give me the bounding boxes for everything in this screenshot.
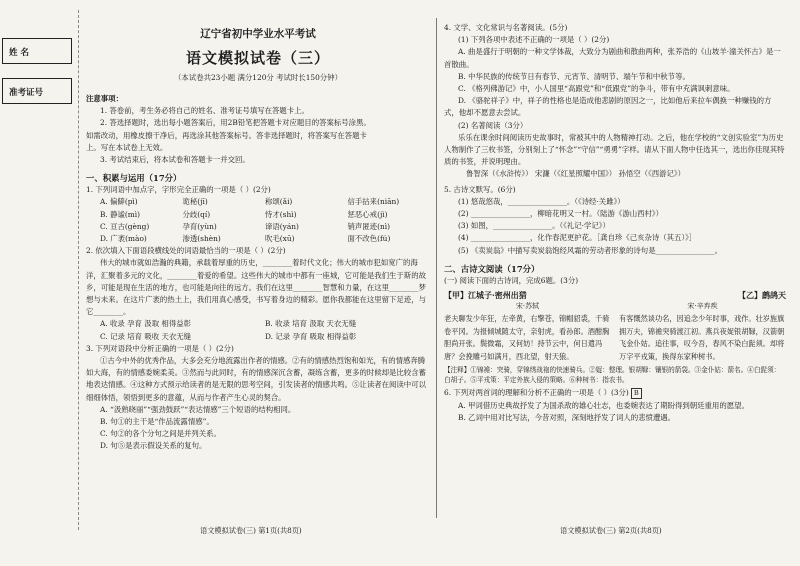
name-box	[2, 38, 72, 64]
option: 孕育(yùn)	[182, 221, 217, 231]
poem-title: 【甲】江城子·密州出猎	[444, 290, 527, 301]
option: D. 记录 孕育 吸取 相得益彰	[265, 331, 357, 341]
option: B. 乙词中用对比写法，今昔对照，深刻地抒发了词人的悲愤遭遇。	[458, 412, 676, 422]
poem-author: 宋·苏轼	[515, 302, 540, 311]
option: 吹毛(xū)	[265, 234, 295, 244]
option: 恃才(shì)	[265, 209, 297, 219]
page-2	[444, 22, 786, 424]
option: 分歧(qí)	[182, 209, 211, 219]
option: C. 句②的各个分句之间是并列关系。	[100, 429, 221, 439]
section-title: 二、古诗文阅读（17分）	[444, 263, 540, 274]
question-4-1: (1) 下列各项中表述不正确的一项是（ ）(2分)	[458, 35, 610, 45]
option: D. 句⑤是表示假设关系的复句。	[100, 441, 207, 451]
q2-options	[86, 318, 430, 342]
option: A. “汲熟晓丽”“强劲鼓跃”“表达情感”三个短语的结构相同。	[100, 404, 296, 414]
question-1: 1. 下列词语中加点字，字形完全正确的一项是（ ）(2分)	[86, 185, 271, 195]
option: B. 静谧(mì)	[100, 209, 141, 219]
poem-text: 有客慨然谈功名，因追念少年时事，戏作。壮岁旌旗拥万夫，锦襜突骑渡江初。燕兵夜娖银胡䩮，汉箭朝飞金仆姑。追往事，叹今吾，春风不染白髭须。却将万字平戎策，换得东家种树书。	[619, 314, 785, 361]
id-label: 准考证号	[9, 88, 44, 98]
dictation-item: (5) 《卖炭翁》中描写卖炭翁饱经风霜的劳动者形象的诗句是________________。	[458, 245, 723, 255]
option: A. 甲词借历史典故抒发了为国杀敌的雄心壮志，也委婉表达了期盼得到朝廷重用的愿望。	[458, 400, 749, 410]
page-footer: 语文模拟试卷(三) 第1页(共8页)	[200, 526, 302, 535]
poems	[444, 290, 786, 363]
question-4-2: (2) 名著阅读（3分）	[458, 120, 528, 130]
option: C. 记录 培育 吸收 天衣无缝	[100, 331, 192, 341]
poem-text: 老夫聊发少年狂，左牵黄，右擎苍，锦帽貂裘，千骑卷平冈。为报倾城随太守，亲射虎，看孙郎。酒酣胸胆尚开张。鬓微霜，又何妨！持节云中，何日遣冯唐？会挽雕弓如满月，西北望，射天狼。	[444, 314, 610, 361]
option: A. 偏僻(pì)	[100, 197, 138, 207]
binding-margin	[0, 38, 82, 104]
dictation-item: (4) ________________，化作春泥更护花。［龚自珍《己亥杂诗（其五）》］	[458, 233, 697, 243]
poem-yi	[619, 290, 786, 363]
question-6-text: 6. 下列对两首词的理解和分析不正确的一项是（ ）(3分)	[444, 388, 629, 398]
option: 面不改色(fú)	[347, 234, 391, 244]
page-divider	[436, 18, 437, 518]
poem-author: 宋·辛弃疾	[687, 302, 718, 311]
exam-subtitle: （本试卷共23小题 满分120分 考试时长150分钟）	[174, 73, 342, 82]
q3-passage: ①古今中外的优秀作品，大多会充分地流露出作者的情感。②有的情感热烈饱和如光，有的情感奔腾如大海，有的情感委婉柔美。③然而与此同时，有的情感深沉含蓄，凝练含蓄，更多的时候却是比较含蓄地表达情感。④这种方式预示给读者的是无限的思考空间，引发读者的情感共鸣。⑤让读者在阅读中可以细细体悟，领悟到更多的意蕴，从而与作者产生心灵的契合。	[86, 356, 426, 402]
question-4: 4. 文学、文化常识与名著阅读。(5分)	[444, 23, 568, 32]
name-label: 姓 名	[9, 48, 29, 58]
note-line: 上。写在本试卷上无效。	[86, 142, 168, 152]
exam-title: 语文模拟试卷（三）	[185, 49, 330, 67]
q2-passage: 伟大的城市就如浩瀚的典籍，承载着厚重的历史，________着时代文化；伟大的城市犯如宽广的海洋，汇聚着多元的文化，________着爱的希望。这些伟大的城市中都有一座城，它可能是我们生于斯的故乡，可能是现在生活的地方，也可能是向往的远方。我们在这里________智慧和力量，在这里________梦想与未来。在这片广袤的热土上，我们用真心感受，书写着身边的精彩。愿你我都能在这里留下足迹，与它________。	[86, 258, 426, 317]
option: D. 广袤(mào)	[100, 234, 147, 244]
dictation-item: (3) 如图，________________。（《礼记·学记》）	[458, 221, 610, 231]
dictation-item: (1) 悠哉悠哉，________________。（《诗经·关雎》）	[458, 196, 625, 206]
option: 惩恶心戒(jì)	[347, 209, 388, 219]
poem-title: 【乙】鹧鸪天	[738, 290, 786, 301]
option: C. 亘古(gèng)	[100, 221, 150, 231]
option: 渗透(shèn)	[182, 234, 221, 244]
question-6	[444, 387, 786, 399]
q4-2-passage: 乐乐在课余时间阅读历史故事时，常被其中的人物精神打动。之后，他在学校的“文创实验室”为历史人物制作了三枚书签，分别刻上了“怀念”“守信”“勇勇”字样。请从下面人物中任选其一，选出你佳现其特质的书签，并说明理由。	[444, 132, 785, 167]
note-line: 1. 答卷前，考生务必将自己的姓名、准考证号填写在答题卡上。	[100, 106, 309, 116]
notes-title: 注意事项：	[86, 94, 123, 103]
option: A. 曲是盛行于明朝的一种文学体裁，大致分为剧曲和散曲两种，张养浩的《山坡羊·潼关怀古》是一首散曲。	[444, 47, 781, 69]
option: 谛语(yán)	[265, 221, 299, 231]
question-2: 2. 依次填入下面语段横线处的词语最恰当的一项是（ ）(2分)	[86, 246, 286, 256]
dictation-item: (2) ________________，柳暗花明又一村。（陆游《游山西村》）	[458, 209, 663, 219]
option: B. 中华民族的传统节日有春节、元宵节、清明节、端午节和中秋节等。	[458, 71, 690, 81]
q1-options	[86, 196, 430, 245]
option: A. 收录 孕育 汲取 相得益彰	[100, 319, 191, 329]
question-badge: B	[631, 388, 642, 399]
poem-notes: 【注释】①锦襜：突骑，穿锦绣战袍的快速骑兵。②娖：整理。银胡䩮：镶银的箭袋。③金仆姑：箭名。④白髭须：白胡子。⑤平戎策：平定外族入侵的策略。⑥种树书：指农书。	[444, 366, 781, 385]
option: C. 《格列佛游记》中，小人国里“高跟党”和“低跟党”的争斗，带有中充满讽刺意味。	[458, 84, 735, 94]
exam-header: 辽宁省初中学业水平考试	[200, 28, 316, 40]
option: D. 《骆驼祥子》中，祥子的性格也是造成他悲剧的原因之一，比如他后来拉车偶换一种赚钱的方式，他却不愿意去尝试。	[444, 96, 772, 118]
option: 诡秘(jī)	[182, 197, 208, 207]
binding-dashed-line	[78, 10, 79, 530]
id-box	[2, 78, 72, 104]
section-subtitle: (一) 阅读下面的古诗词，完成6题。(3分)	[444, 275, 579, 285]
option: B. 句①的主干是“作品流露情感”。	[100, 417, 214, 427]
poem-jia	[444, 290, 611, 363]
option: B. 收录 培育 汲取 天衣无缝	[265, 319, 357, 329]
note-line: 3. 考试结束后，将本试卷和答题卡一并交回。	[100, 155, 250, 165]
page-footer: 语文模拟试卷(三) 第2页(共8页)	[560, 526, 662, 535]
option: 销声匿迹(nì)	[347, 221, 390, 231]
question-5: 5. 古诗文默写。(6分)	[444, 184, 516, 194]
option: 信手拈来(niān)	[347, 197, 400, 207]
note-line: 如需改动，用橡皮擦干净后，再选涂其他答案标号。答非选择题时，将答案写在答题卡	[86, 130, 367, 140]
option: 称颂(ǎi)	[265, 197, 293, 207]
page-1	[86, 22, 430, 453]
q4-2-choices: 鲁智深（《水浒传》） 宋濂（《红星照耀中国》） 孙悟空（《西游记》）	[466, 169, 686, 179]
section-title: 一、积累与运用（17分）	[86, 173, 182, 184]
question-3: 3. 下列对语段中分析正确的一项是（ ）(2分)	[86, 343, 234, 353]
note-line: 2. 答选择题时，选出每小题答案后，用2B铅笔把答题卡对应题目的答案标号涂黑。	[100, 118, 371, 128]
